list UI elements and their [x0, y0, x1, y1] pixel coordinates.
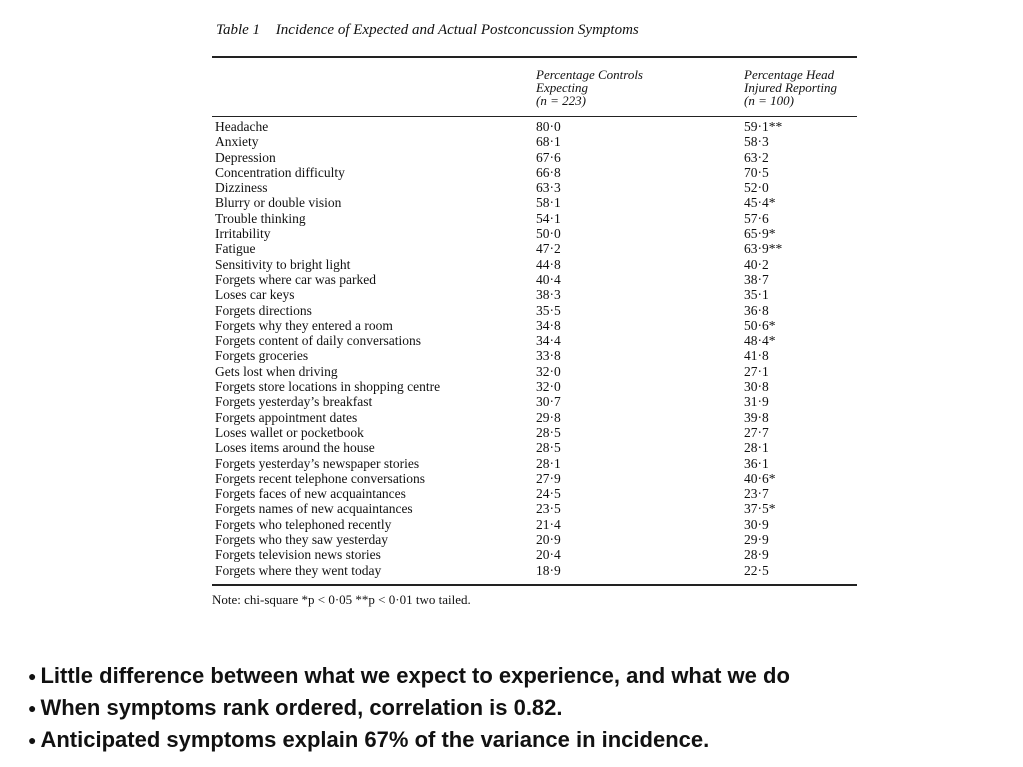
head-injured-value-cell: 38·7 [744, 271, 769, 287]
head-injured-value-cell: 28·1 [744, 440, 769, 456]
table-label: Table 1 [216, 22, 261, 38]
symptom-cell: Forgets why they entered a room [215, 317, 393, 333]
controls-value-cell: 80·0 [536, 119, 561, 134]
controls-value-cell: 28·1 [536, 455, 561, 471]
symptom-cell: Forgets where they went today [215, 562, 382, 578]
symptom-cell: Trouble thinking [215, 210, 306, 226]
symptom-cell: Dizziness [215, 180, 268, 196]
table-bottom-rule [212, 584, 857, 586]
symptom-cell: Concentration difficulty [215, 164, 345, 180]
controls-value-cell: 18·9 [536, 562, 561, 578]
controls-value-cell: 28·5 [536, 440, 561, 456]
table-row [212, 517, 857, 532]
table-row [212, 180, 857, 195]
table-row [212, 532, 857, 547]
table-row [212, 486, 857, 501]
table-row [212, 165, 857, 180]
controls-value-cell: 21·4 [536, 516, 561, 532]
table-row [212, 364, 857, 379]
bullet-text: Anticipated symptoms explain 67% of the variance in incidence. [40, 727, 710, 752]
controls-value-cell: 47·2 [536, 241, 561, 257]
symptom-cell: Anxiety [215, 134, 259, 150]
table-row [212, 134, 857, 149]
table-row [212, 456, 857, 471]
head-injured-value-cell: 40·6* [744, 470, 776, 486]
head-injured-value-cell: 30·9 [744, 516, 769, 532]
symptom-cell: Blurry or double vision [215, 195, 342, 211]
bullet-text: When symptoms rank ordered, correlation is 0.82. [40, 695, 563, 720]
table-row [212, 563, 857, 578]
table-row [212, 226, 857, 241]
table-row [212, 195, 857, 210]
head-injured-value-cell: 29·9 [744, 532, 769, 548]
head-injured-value-cell: 39·8 [744, 409, 769, 425]
bullet-dot-icon: ● [28, 732, 37, 748]
head-injured-value-cell: 70·5 [744, 164, 769, 180]
table-row [212, 348, 857, 363]
symptom-cell: Forgets store locations in shopping centre [215, 379, 441, 395]
table-row [212, 394, 857, 409]
table-row [212, 241, 857, 256]
symptom-cell: Headache [215, 119, 269, 134]
column-header-controls: Percentage Controls Expecting (n = 223) [536, 67, 643, 108]
table-row [212, 287, 857, 302]
symptom-cell: Loses items around the house [215, 440, 375, 456]
controls-value-cell: 67·6 [536, 149, 561, 165]
head-injured-value-cell: 48·4* [744, 333, 776, 349]
symptom-cell: Forgets yesterday’s breakfast [215, 394, 373, 410]
table-row [212, 272, 857, 287]
head-injured-value-cell: 28·9 [744, 547, 769, 563]
controls-value-cell: 29·8 [536, 409, 561, 425]
symptom-cell: Forgets appointment dates [215, 409, 358, 425]
table-row [212, 211, 857, 226]
head-injured-value-cell: 36·1 [744, 455, 769, 471]
head-injured-value-cell: 31·9 [744, 394, 769, 410]
controls-value-cell: 34·4 [536, 333, 561, 349]
head-injured-value-cell: 35·1 [744, 287, 769, 303]
head-injured-value-cell: 22·5 [744, 562, 769, 578]
bullet-dot-icon: ● [28, 700, 37, 716]
symptom-cell: Forgets directions [215, 302, 312, 318]
table-row [212, 318, 857, 333]
head-injured-value-cell: 27·7 [744, 424, 769, 440]
controls-value-cell: 63·3 [536, 180, 561, 196]
table-body [212, 117, 857, 584]
symptom-cell: Forgets names of new acquaintances [215, 501, 413, 517]
table-row [212, 425, 857, 440]
symptom-cell: Forgets content of daily conversations [215, 333, 421, 349]
table-row [212, 333, 857, 348]
head-injured-value-cell: 37·5* [744, 501, 776, 517]
head-injured-value-cell: 63·2 [744, 149, 769, 165]
table-note: Note: chi-square *p < 0·05 **p < 0·01 two tailed. [212, 591, 471, 607]
controls-value-cell: 23·5 [536, 501, 561, 517]
controls-value-cell: 50·0 [536, 226, 561, 242]
symptom-cell: Forgets faces of new acquaintances [215, 486, 406, 502]
bullet-dot-icon: ● [28, 668, 37, 684]
controls-value-cell: 58·1 [536, 195, 561, 211]
symptom-cell: Forgets where car was parked [215, 271, 376, 287]
head-injured-value-cell: 30·8 [744, 379, 769, 395]
controls-value-cell: 40·4 [536, 271, 561, 287]
controls-value-cell: 27·9 [536, 470, 561, 486]
bullet-text: Little difference between what we expect to experience, and what we do [40, 663, 790, 688]
head-injured-value-cell: 40·2 [744, 256, 769, 272]
table-row [212, 119, 857, 134]
table-row [212, 440, 857, 455]
controls-value-cell: 38·3 [536, 287, 561, 303]
head-injured-value-cell: 58·3 [744, 134, 769, 150]
table-title-text: Incidence of Expected and Actual Postconcussion Symptoms [275, 22, 639, 38]
column-header-head-injured: Percentage Head Injured Reporting (n = 100) [744, 67, 838, 108]
bullet-item [28, 660, 1018, 692]
head-injured-value-cell: 36·8 [744, 302, 769, 318]
controls-value-cell: 20·9 [536, 532, 561, 548]
table-row [212, 303, 857, 318]
table-row [212, 379, 857, 394]
controls-value-cell: 44·8 [536, 256, 561, 272]
symptom-cell: Loses wallet or pocketbook [215, 424, 364, 440]
controls-value-cell: 66·8 [536, 164, 561, 180]
table-row [212, 150, 857, 165]
bullet-item [28, 724, 1018, 756]
table-row [212, 547, 857, 562]
table-figure [212, 22, 857, 608]
controls-value-cell: 33·8 [536, 348, 561, 364]
table-title [216, 22, 857, 46]
table-row [212, 257, 857, 272]
head-injured-value-cell: 57·6 [744, 210, 769, 226]
bullet-list [28, 660, 1018, 756]
controls-value-cell: 34·8 [536, 317, 561, 333]
head-injured-value-cell: 27·1 [744, 363, 769, 379]
table-header [212, 58, 857, 116]
head-injured-value-cell: 50·6* [744, 317, 776, 333]
symptom-cell: Sensitivity to bright light [215, 256, 351, 272]
head-injured-value-cell: 45·4* [744, 195, 776, 211]
controls-value-cell: 24·5 [536, 486, 561, 502]
symptom-cell: Forgets yesterday’s newspaper stories [215, 455, 420, 471]
symptom-cell: Forgets television news stories [215, 547, 381, 563]
table-row [212, 410, 857, 425]
controls-value-cell: 28·5 [536, 424, 561, 440]
controls-value-cell: 20·4 [536, 547, 561, 563]
head-injured-value-cell: 23·7 [744, 486, 769, 502]
controls-value-cell: 32·0 [536, 379, 561, 395]
symptom-cell: Fatigue [215, 241, 256, 257]
head-injured-value-cell: 41·8 [744, 348, 769, 364]
table-row [212, 471, 857, 486]
controls-value-cell: 54·1 [536, 210, 561, 226]
bullet-item [28, 692, 1018, 724]
symptom-cell: Forgets groceries [215, 348, 309, 364]
head-injured-value-cell: 65·9* [744, 226, 776, 242]
head-injured-value-cell: 63·9** [744, 241, 783, 257]
symptom-cell: Forgets who they saw yesterday [215, 532, 388, 548]
symptom-cell: Forgets recent telephone conversations [215, 470, 426, 486]
head-injured-value-cell: 52·0 [744, 180, 769, 196]
head-injured-value-cell: 59·1** [744, 119, 783, 134]
symptom-cell: Irritability [215, 226, 271, 242]
controls-value-cell: 30·7 [536, 394, 561, 410]
controls-value-cell: 32·0 [536, 363, 561, 379]
controls-value-cell: 68·1 [536, 134, 561, 150]
symptom-cell: Depression [215, 149, 276, 165]
table-row [212, 501, 857, 516]
symptom-cell: Forgets who telephoned recently [215, 516, 392, 532]
symptom-cell: Gets lost when driving [215, 363, 338, 379]
controls-value-cell: 35·5 [536, 302, 561, 318]
symptom-cell: Loses car keys [215, 287, 295, 303]
